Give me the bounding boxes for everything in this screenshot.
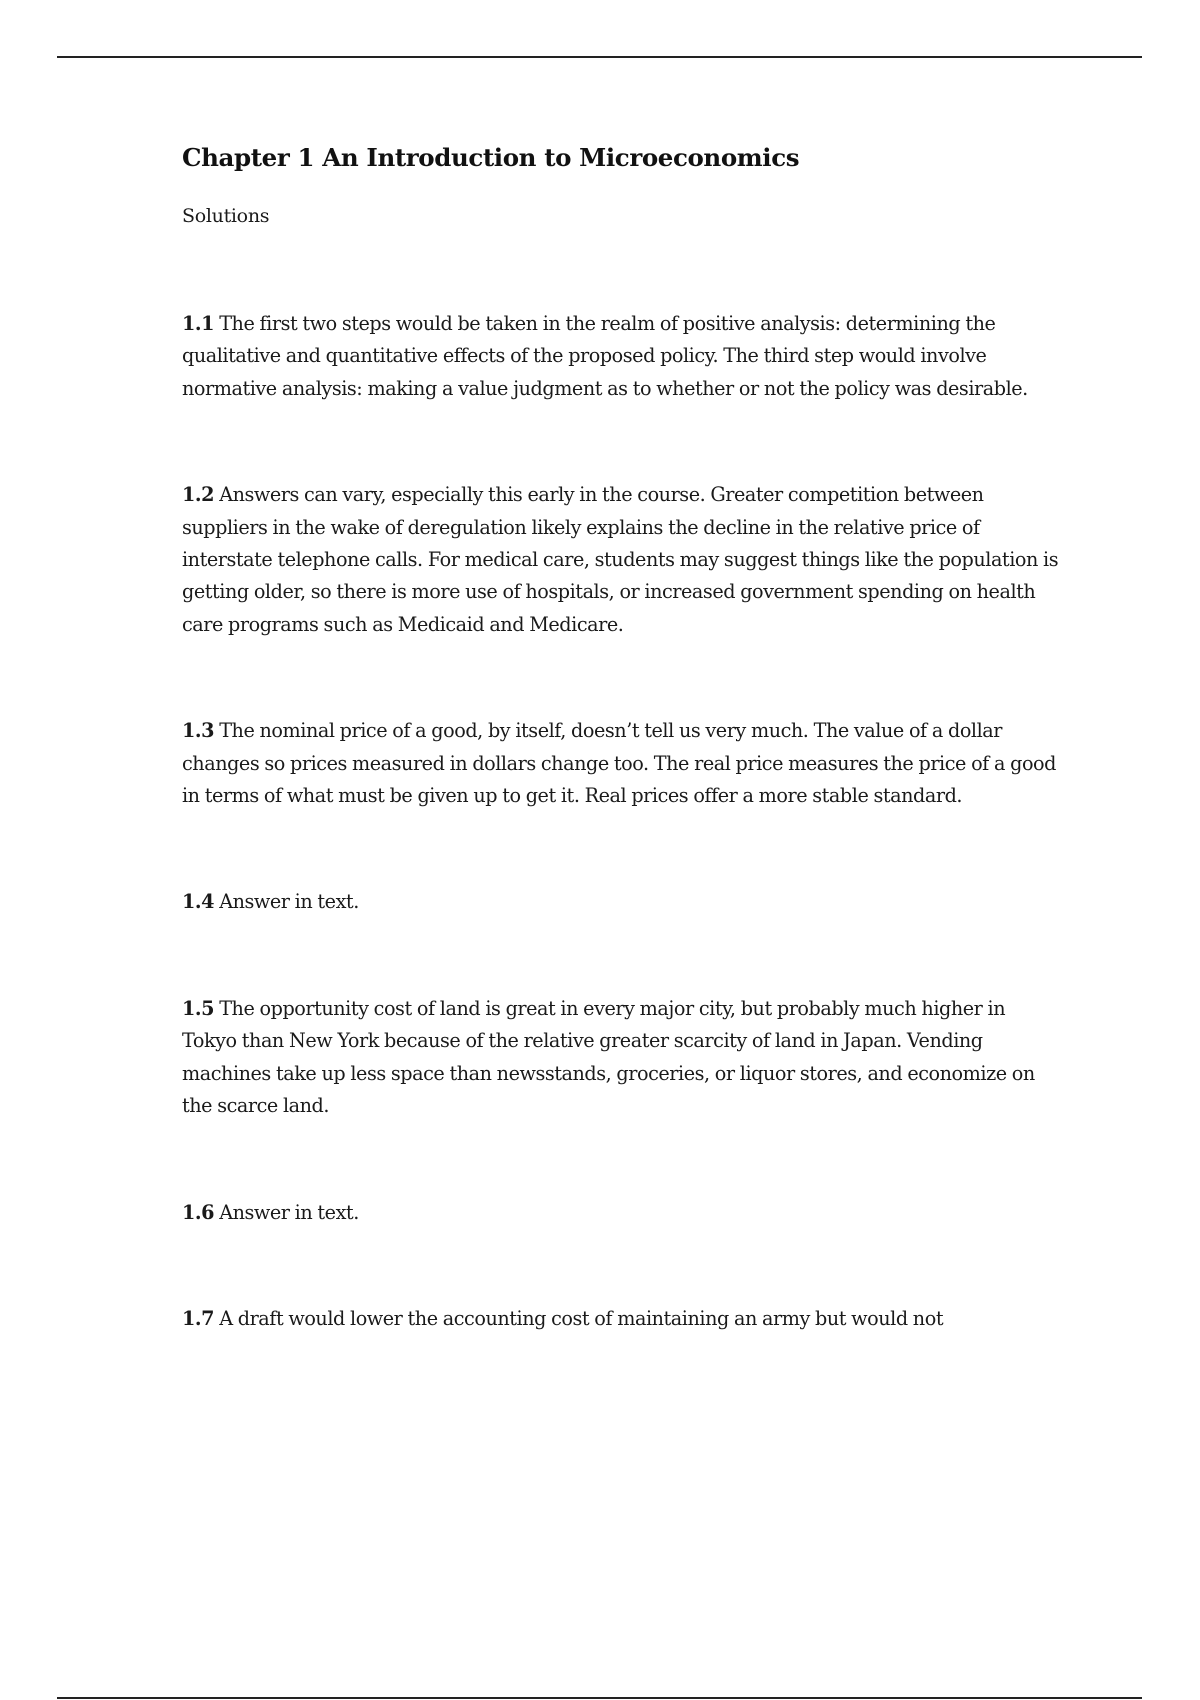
answer-paragraph (182, 479, 1062, 641)
answer-text: The nominal price of a good, by itself, doesn’t tell us very much. The value of a dollar changes so prices measured in dollars change too. The real price measures the price of a good in terms of what must be given up to get it. Real prices offer a more stable standard. (182, 719, 1056, 808)
answer-text: The first two steps would be taken in the realm of positive analysis: determining the qualitative and quantitative effects of the proposed policy. The third step would involve normative analysis: making a value judgment as to whether or not the policy was desirable. (182, 312, 1028, 400)
answer-text: The opportunity cost of land is great in every major city, but probably much higher in Tokyo than New York because of the relative greater scarcity of land in Japan. Vending machines take up less space than newsstands, groceries, or liquor stores, and economize on the scarce land. (182, 996, 1035, 1118)
answer-paragraph (182, 1197, 1062, 1229)
answer-number: 1.7 (182, 1306, 215, 1330)
answer-text: Answer in text. (214, 890, 359, 914)
answer-paragraph (182, 308, 1062, 405)
answer-paragraph (182, 1303, 1062, 1335)
bottom-rule (57, 1697, 1142, 1699)
answer-paragraph (182, 886, 1062, 918)
answer-text: Answer in text. (214, 1200, 359, 1224)
answer-number: 1.1 (182, 312, 215, 335)
answer-number: 1.3 (182, 719, 215, 743)
answer-number: 1.4 (182, 890, 215, 914)
chapter-title: Chapter 1 An Introduction to Microeconomics (182, 143, 800, 172)
document-page (182, 140, 1062, 1335)
subtitle: Solutions (182, 205, 270, 227)
answer-text: A draft would lower the accounting cost of maintaining an army but would not (214, 1306, 944, 1330)
answer-number: 1.2 (182, 483, 215, 507)
answer-text: Answers can vary, especially this early in the course. Greater competition between suppliers in the wake of deregulation likely explains the decline in the relative price of interstate telephone calls. For medical care, students may suggest things like the population is getting older, so there is more use of hospitals, or increased government spending on health care programs such as Medicaid and Medicare. (182, 483, 1059, 636)
top-rule (57, 56, 1142, 58)
answer-paragraph (182, 715, 1062, 812)
answer-paragraph (182, 993, 1062, 1123)
answer-number: 1.5 (182, 996, 215, 1020)
answer-number: 1.6 (182, 1200, 215, 1224)
